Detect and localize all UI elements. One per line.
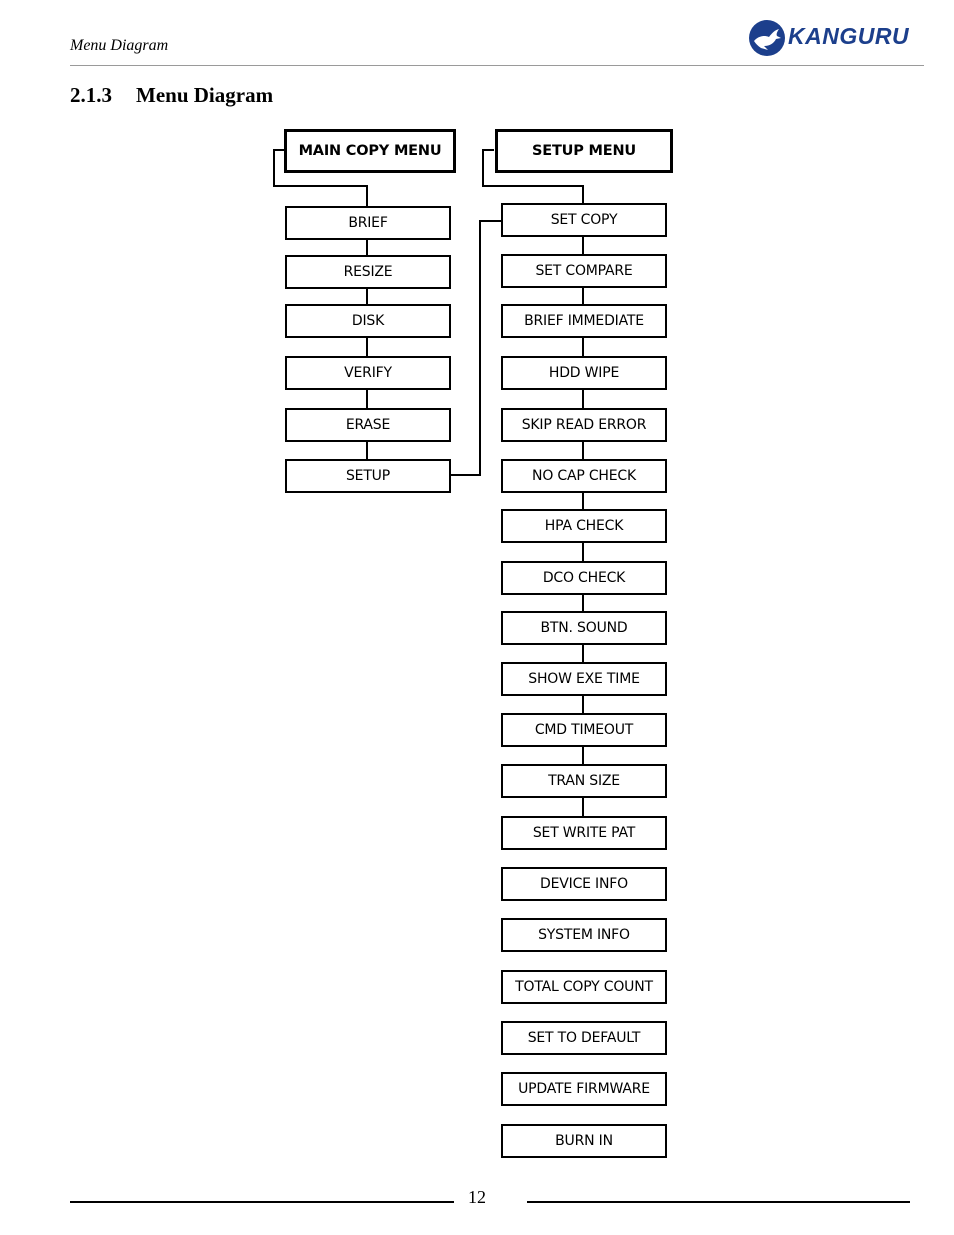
- main-menu-item-erase: ERASE: [285, 408, 451, 442]
- setup-menu-connector: [582, 543, 584, 561]
- main-menu-item-verify: VERIFY: [285, 356, 451, 390]
- setup-menu-connector: [582, 645, 584, 662]
- main-copy-menu-title: MAIN COPY MENU: [284, 129, 456, 173]
- main-menu-bracket-bottom: [273, 185, 368, 187]
- setup-menu-bracket-left: [482, 149, 484, 187]
- main-menu-connector: [366, 338, 368, 356]
- setup-link-to-set-copy: [479, 220, 501, 222]
- setup-menu-bracket-bottom: [482, 185, 584, 187]
- setup-menu-item-brief-immediate: BRIEF IMMEDIATE: [501, 304, 667, 338]
- main-menu-connector: [366, 289, 368, 304]
- setup-menu-connector: [582, 237, 584, 254]
- brand-name: KANGURU: [788, 23, 910, 49]
- setup-menu-item-dco-check: DCO CHECK: [501, 561, 667, 595]
- setup-menu-item-tran-size: TRAN SIZE: [501, 764, 667, 798]
- setup-menu-connector: [582, 338, 584, 356]
- section-number: 2.1.3: [70, 83, 112, 107]
- main-menu-item-resize: RESIZE: [285, 255, 451, 289]
- main-menu-item-setup: SETUP: [285, 459, 451, 493]
- setup-menu-item-system-info: SYSTEM INFO: [501, 918, 667, 952]
- running-header-title: Menu Diagram: [70, 37, 169, 54]
- main-menu-item-brief: BRIEF: [285, 206, 451, 240]
- setup-menu-item-show-exe-time: SHOW EXE TIME: [501, 662, 667, 696]
- main-menu-connector: [366, 442, 368, 459]
- section-title: Menu Diagram: [136, 83, 274, 107]
- page-number: 12: [468, 1187, 486, 1207]
- setup-menu-item-no-cap-check: NO CAP CHECK: [501, 459, 667, 493]
- main-menu-connector-down: [366, 185, 368, 206]
- setup-menu-connector: [582, 798, 584, 816]
- main-menu-connector: [366, 390, 368, 408]
- setup-menu-item-hpa-check: HPA CHECK: [501, 509, 667, 543]
- setup-menu-connector: [582, 288, 584, 304]
- setup-menu-connector: [582, 493, 584, 509]
- setup-menu-connector: [582, 696, 584, 713]
- setup-menu-item-burn-in: BURN IN: [501, 1124, 667, 1158]
- setup-menu-connector: [582, 747, 584, 764]
- setup-menu-item-device-info: DEVICE INFO: [501, 867, 667, 901]
- setup-menu-item-set-compare: SET COMPARE: [501, 254, 667, 288]
- setup-menu-item-total-copy-count: TOTAL COPY COUNT: [501, 970, 667, 1004]
- main-menu-item-disk: DISK: [285, 304, 451, 338]
- setup-menu-item-cmd-timeout: CMD TIMEOUT: [501, 713, 667, 747]
- setup-menu-connector-down: [582, 185, 584, 203]
- setup-menu-item-skip-read-error: SKIP READ ERROR: [501, 408, 667, 442]
- main-menu-bracket-left: [273, 149, 275, 187]
- setup-menu-title: SETUP MENU: [495, 129, 673, 173]
- main-menu-connector: [366, 240, 368, 255]
- setup-link-vertical: [479, 220, 481, 476]
- setup-menu-item-btn-sound: BTN. SOUND: [501, 611, 667, 645]
- setup-link-horizontal: [451, 474, 481, 476]
- setup-menu-connector: [582, 442, 584, 459]
- setup-menu-item-set-to-default: SET TO DEFAULT: [501, 1021, 667, 1055]
- setup-menu-item-hdd-wipe: HDD WIPE: [501, 356, 667, 390]
- setup-menu-item-set-copy: SET COPY: [501, 203, 667, 237]
- setup-menu-item-update-firmware: UPDATE FIRMWARE: [501, 1072, 667, 1106]
- setup-menu-connector: [582, 390, 584, 408]
- setup-menu-item-set-write-pat: SET WRITE PAT: [501, 816, 667, 850]
- setup-menu-connector: [582, 595, 584, 611]
